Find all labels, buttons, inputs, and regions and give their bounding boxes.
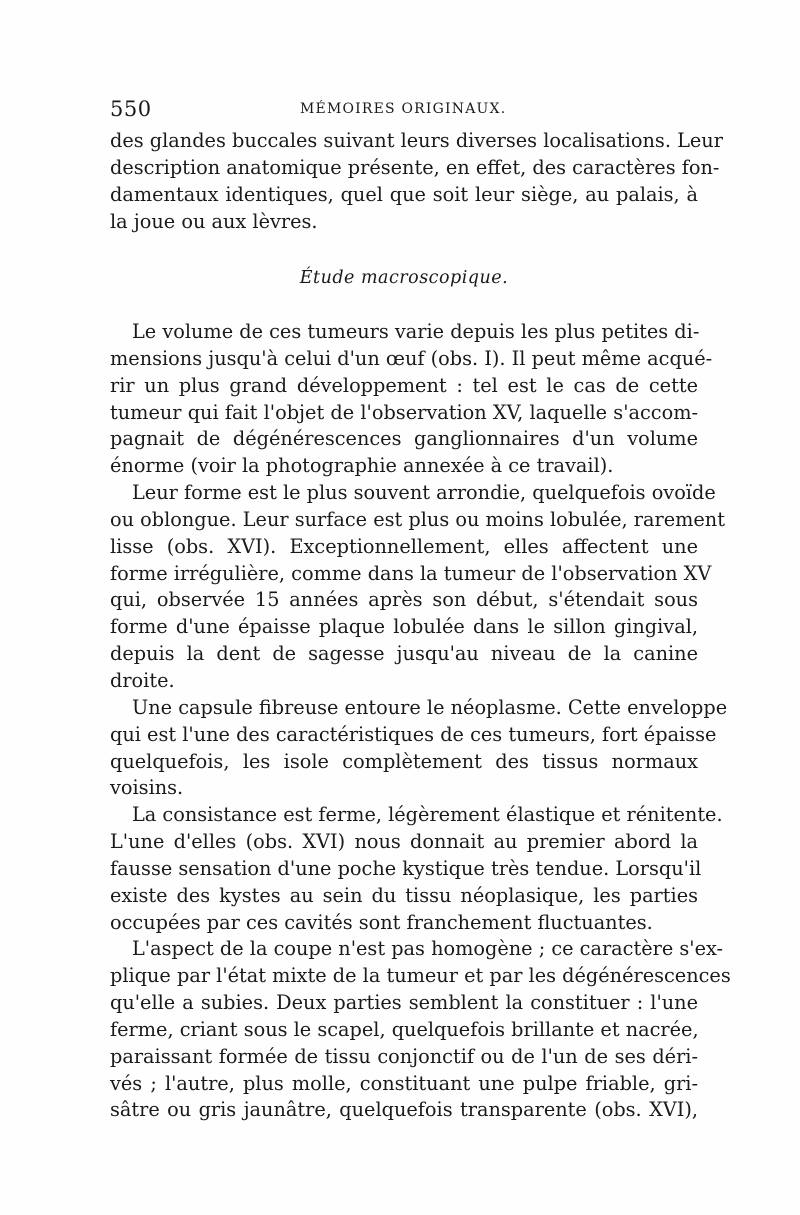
text-line: damentaux identiques, quel que soit leur siège, au palais, à xyxy=(110,182,698,206)
text-line: voisins. xyxy=(110,776,184,800)
text-line: qu'elle a subies. Deux parties semblent la constituer : l'une xyxy=(110,991,698,1015)
text-line: Le volume de ces tumeurs varie depuis les plus petites di- xyxy=(132,320,700,343)
text-line: Leur forme est le plus souvent arrondie, quelquefois ovoïde xyxy=(132,481,716,505)
text-line: forme d'une épaisse plaque lobulée dans le sillon gingival, xyxy=(110,615,698,639)
text-line: quelquefois, les isole complètement des tissus normaux xyxy=(110,749,698,773)
running-title: MÉMOIRES ORIGINAUX. xyxy=(300,101,507,117)
text-line: tumeur qui fait l'objet de l'observation XV, laquelle s'accom- xyxy=(110,400,698,424)
text-line: L'aspect de la coupe n'est pas homogène ; ce caractère s'ex- xyxy=(132,937,724,961)
text-line: plique par l'état mixte de la tumeur et par les dégénérescences xyxy=(110,964,731,988)
text-line: qui est l'une des caractéristiques de ces tumeurs, fort épaisse xyxy=(110,722,717,746)
body-text xyxy=(110,319,731,1124)
text-line: forme irrégulière, comme dans la tumeur de l'observation XV xyxy=(110,561,712,585)
paragraph xyxy=(110,319,713,480)
text-line: existe des kystes au sein du tissu néoplasique, les parties xyxy=(110,883,698,907)
paragraph xyxy=(110,695,728,802)
text-line: depuis la dent de sagesse jusqu'au niveau de la canine xyxy=(110,642,698,666)
text-line: L'une d'elles (obs. XVI) nous donnait au premier abord la xyxy=(110,830,698,854)
text-line: rir un plus grand développement : tel est le cas de cette xyxy=(110,373,698,397)
text-line: ferme, criant sous le scapel, quelquefois brillante et nacrée, xyxy=(110,1017,699,1041)
text-line: mensions jusqu'à celui d'un œuf (obs. I). Il peut même acqué- xyxy=(110,346,713,370)
page-number: 550 xyxy=(110,97,152,121)
text-line: description anatomique présente, en effet, des caractères fon- xyxy=(110,155,720,179)
text-line: droite. xyxy=(110,668,175,692)
intro-paragraph xyxy=(110,128,723,235)
text-line: des glandes buccales suivant leurs diverses localisations. Leur xyxy=(110,129,723,152)
running-header xyxy=(110,97,690,127)
paragraph xyxy=(110,802,723,936)
text-line: lisse (obs. XVI). Exceptionnellement, elles affectent une xyxy=(110,534,698,558)
text-line: pagnait de dégénérescences ganglionnaires d'un volume xyxy=(110,427,698,451)
text-line: Une capsule fibreuse entoure le néoplasme. Cette enveloppe xyxy=(132,695,728,719)
text-line: sâtre ou gris jaunâtre, quelquefois transparente (obs. XVI), xyxy=(110,1098,698,1122)
text-line: La consistance est ferme, légèrement élastique et rénitente. xyxy=(132,803,723,827)
text-line: qui, observée 15 années après son début, s'étendait sous xyxy=(110,588,698,612)
paragraph xyxy=(110,480,725,695)
paragraph xyxy=(110,936,731,1124)
text-line: énorme (voir la photographie annexée à ce travail). xyxy=(110,454,614,478)
text-line: vés ; l'autre, plus molle, constituant une pulpe friable, gri- xyxy=(110,1071,698,1095)
text-line: la joue ou aux lèvres. xyxy=(110,209,318,233)
text-line: occupées par ces cavités sont franchement fluctuantes. xyxy=(110,910,653,934)
section-heading: Étude macroscopique. xyxy=(299,268,509,288)
text-line: fausse sensation d'une poche kystique très tendue. Lorsqu'il xyxy=(110,856,702,880)
text-line: paraissant formée de tissu conjonctif ou de l'un de ses déri- xyxy=(110,1044,698,1068)
text-line: ou oblongue. Leur surface est plus ou moins lobulée, rarement xyxy=(110,507,725,531)
